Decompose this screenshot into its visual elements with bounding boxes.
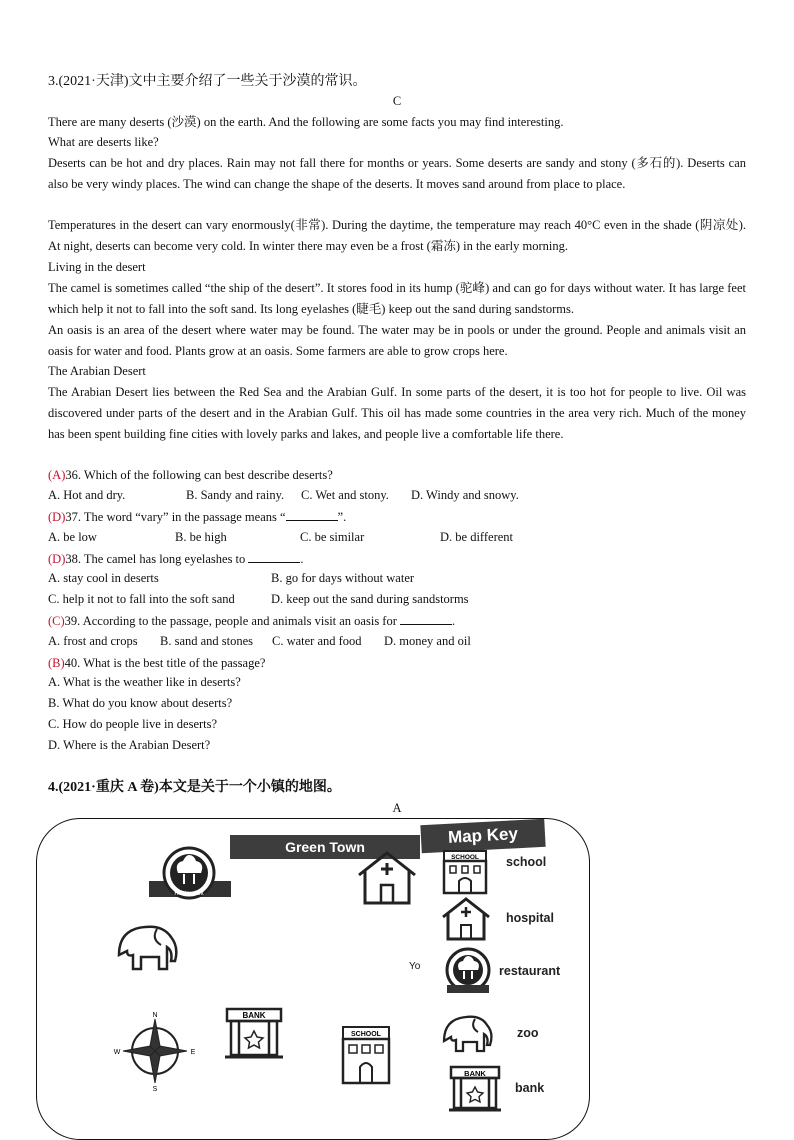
subheading-living-in-desert: Living in the desert	[48, 260, 146, 274]
map-key-title: Map Key	[447, 824, 519, 847]
question-39-stem: 39. According to the passage, people and animals visit an oasis for	[64, 614, 401, 628]
option-37-a: A. be low	[48, 530, 97, 544]
compass-icon	[113, 1012, 196, 1093]
subheading-arabian-desert: The Arabian Desert	[48, 364, 146, 378]
school-icon	[339, 1025, 393, 1087]
bank-icon	[223, 1007, 285, 1063]
restaurant-icon	[145, 845, 235, 909]
question-40-stem: 40. What is the best title of the passage?	[64, 656, 266, 670]
option-36-c: C. Wet and stony.	[301, 488, 389, 502]
hospital-icon	[355, 849, 419, 907]
answer-blank	[400, 614, 452, 625]
option-37-d: D. be different	[440, 530, 514, 544]
option-38-c: C. help it not to fall into the soft sand	[48, 592, 235, 606]
elephant-icon	[115, 917, 185, 967]
option-36-a: A. Hot and dry.	[48, 488, 126, 502]
question-38	[48, 549, 746, 570]
key-label-hospital: hospital	[506, 911, 554, 925]
option-39-a: A. frost and crops	[48, 634, 138, 648]
answer-blank	[248, 552, 300, 563]
paragraph-oasis: An oasis is an area of the desert where water may be found. The water may be in pools or under the ground. People and animals visit an oasis for water and food. Plants grow at an oasis. Some farmers are able to grow crops here.	[48, 323, 746, 358]
answer-blank	[286, 510, 338, 521]
paragraph-intro: There are many deserts (沙漠) on the earth. And the following are some facts you may find interesting.	[48, 115, 564, 129]
compass-west: W	[113, 1049, 121, 1056]
option-38-d: D. keep out the sand during sandstorms	[271, 592, 469, 606]
passage-letter: C	[392, 94, 402, 108]
key-label-restaurant: restaurant	[499, 964, 561, 978]
bank-sign: BANK	[242, 1011, 266, 1020]
school-sign: SCHOOL	[351, 1031, 381, 1038]
option-38-b: B. go for days without water	[271, 571, 415, 585]
question-36-stem: 36. Which of the following can best describe deserts?	[65, 468, 333, 482]
passage-letter-a: A	[392, 801, 402, 815]
question-40	[48, 653, 746, 674]
answer-36: (A)	[48, 468, 66, 482]
compass-south: S	[152, 1086, 158, 1093]
map-title: Green Town	[285, 839, 365, 855]
restaurant-label: Restaurant	[174, 891, 204, 897]
option-40-b: B. What do you know about deserts?	[48, 696, 233, 710]
compass-east: E	[190, 1049, 196, 1056]
answer-38: (D)	[48, 552, 66, 566]
paragraph-temperatures: Temperatures in the desert can vary enormously(非常). During the daytime, the temperature may reach 40°C even in the shade (阴凉处). At night, deserts can become very cold. In winter there may even be a frost (霜冻) in the early morning.	[48, 218, 746, 253]
question-38-stem: 38. The camel has long eyelashes to	[65, 552, 249, 566]
paragraph-camel: The camel is sometimes called “the ship of the desert”. It stores food in its hump (驼峰) and can go for days without water. It has large feet which help it not to fall into the soft sand. Its long eyelashes (睫毛) keep out the sand during sandstorms.	[48, 281, 746, 316]
key-elephant-icon	[441, 1011, 497, 1051]
key-bank-icon	[447, 1065, 503, 1115]
key-label-bank: bank	[515, 1081, 545, 1095]
question-39	[48, 611, 746, 632]
option-38-a: A. stay cool in deserts	[48, 571, 159, 585]
answer-40: (B)	[48, 656, 65, 670]
stray-text: Yo	[409, 961, 421, 972]
question-4-heading: 4.(2021·重庆 A 卷)本文是关于一个小镇的地图。	[48, 780, 341, 795]
key-hospital-icon	[441, 897, 491, 941]
option-40-a: A. What is the weather like in deserts?	[48, 675, 241, 689]
option-39-b: B. sand and stones	[160, 634, 254, 648]
option-39-d: D. money and oil	[384, 634, 471, 648]
question-3-heading: 3.(2021·天津)文中主要介绍了一些关于沙漠的常识。	[48, 74, 367, 89]
answer-39: (C)	[48, 614, 65, 628]
option-36-d: D. Windy and snowy.	[411, 488, 519, 502]
option-40-c: C. How do people live in deserts?	[48, 717, 218, 731]
question-37	[48, 507, 746, 528]
key-restaurant-icon	[441, 947, 497, 997]
answer-37: (D)	[48, 510, 66, 524]
question-39-stem-end: .	[452, 614, 456, 628]
option-40-d: D. Where is the Arabian Desert?	[48, 738, 211, 752]
key-bank-sign: BANK	[464, 1069, 486, 1078]
question-38-stem-end: .	[300, 552, 304, 566]
paragraph-desert-description: Deserts can be hot and dry places. Rain may not fall there for months or years. Some deserts are sandy and stony (多石的). Deserts can also be very windy places. The wind can change the shape of the deserts. It moves sand around from place to place.	[48, 156, 746, 191]
option-39-c: C. water and food	[272, 634, 362, 648]
question-37-stem-end: ”.	[337, 510, 347, 524]
town-map	[36, 818, 590, 1140]
option-36-b: B. Sandy and rainy.	[186, 488, 285, 502]
key-label-zoo: zoo	[517, 1026, 539, 1040]
compass-north: N	[152, 1012, 158, 1019]
key-label-school: school	[506, 855, 547, 869]
subheading-what-are-deserts-like: What are deserts like?	[48, 135, 159, 149]
key-school-icon	[442, 849, 488, 895]
question-37-stem: 37. The word “vary” in the passage means “	[65, 510, 286, 524]
option-37-c: C. be similar	[300, 530, 365, 544]
question-36	[48, 465, 746, 486]
key-school-sign: SCHOOL	[451, 854, 479, 861]
paragraph-arabian-desert: The Arabian Desert lies between the Red Sea and the Arabian Gulf. In some parts of the desert, it is too hot for people to live. Oil was discovered under parts of the desert and in the Arabian Gulf. This oil has made some countries in the area very rich. Much of the money has been spent building fine cities with lovely parks and lakes, and people live a comfortable life there.	[48, 385, 746, 441]
option-37-b: B. be high	[175, 530, 227, 544]
